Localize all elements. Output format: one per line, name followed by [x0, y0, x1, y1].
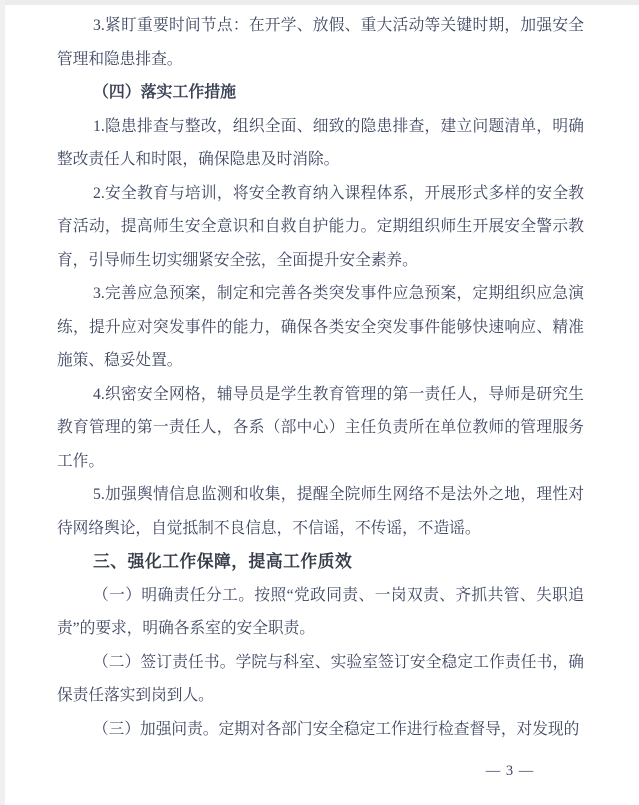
document-body: [57, 9, 584, 746]
page-left-edge: [0, 0, 5, 805]
paragraph-safety-grid: 4.织密安全网格，辅导员是学生教育管理的第一责任人，导师是研究生教育管理的第一责任人，各系（部中心）主任负责所在单位教师的管理服务工作。: [57, 385, 584, 470]
section-subheading-implement-measures: （四）落实工作措施: [93, 84, 237, 101]
paragraph-hazard-inspection: 1.隐患排查与整改，组织全面、细致的隐患排查，建立问题清单，明确整改责任人和时限，确保隐患及时消除。: [57, 117, 584, 168]
section-heading-strengthen-support: 三、强化工作保障，提高工作质效: [93, 552, 353, 571]
paragraph-responsibility-agreement: （二）签订责任书。学院与科室、实验室签订安全稳定工作责任书，确保责任落实到岗到人。: [57, 653, 584, 704]
paragraph-emergency-plans: 3.完善应急预案，制定和完善各类突发事件应急预案，定期组织应急演练，提升应对突发事件的能力，确保各类安全突发事件能够快速响应、精准施策、稳妥处置。: [57, 285, 584, 369]
paragraph-responsibility-division: （一）明确责任分工。按照“党政同责、一岗双责、齐抓共管、失职追责”的要求，明确各系室的安全职责。: [57, 586, 584, 637]
page-top-edge: [0, 0, 639, 5]
paragraph-accountability: （三）加强问责。定期对各部门安全稳定工作进行检查督导，对发现的: [93, 720, 580, 738]
page-number: — 3 —: [485, 763, 535, 779]
paragraph-key-time-nodes: 3.紧盯重要时间节点：在开学、放假、重大活动等关键时期，加强安全管理和隐患排查。: [57, 17, 584, 68]
paragraph-safety-education: 2.安全教育与培训，将安全教育纳入课程体系，开展形式多样的安全教育活动，提高师生安全意识和自救自护能力。定期组织师生开展安全警示教育，引导师生切实绷紧安全弦，全面提升安全素养。: [57, 184, 584, 269]
paragraph-public-opinion: 5.加强舆情信息监测和收集，提醒全院师生网络不是法外之地，理性对待网络舆论，自觉抵制不良信息，不信谣，不传谣，不造谣。: [57, 486, 584, 537]
